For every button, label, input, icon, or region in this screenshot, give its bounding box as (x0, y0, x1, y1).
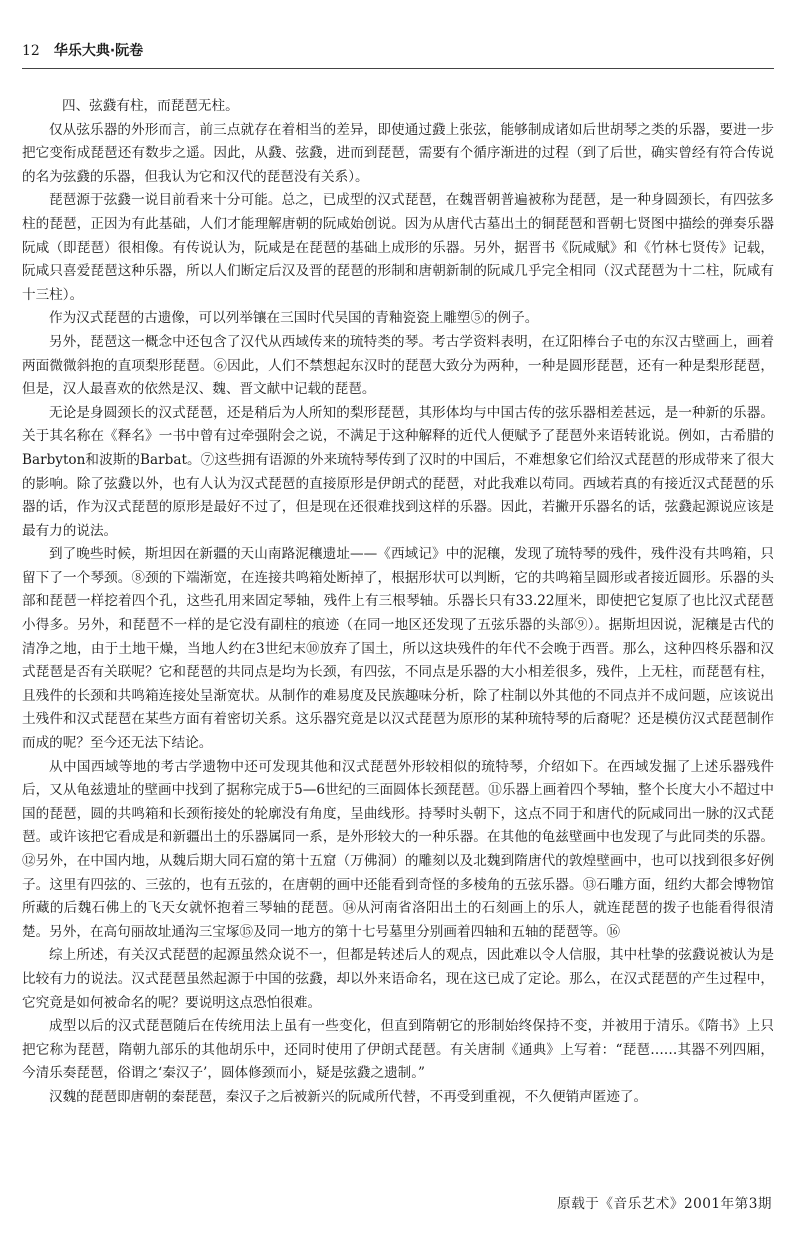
paragraph: 无论是身圆颈长的汉式琵琶，还是稍后为人所知的梨形琵琶，其形体均与中国古传的弦乐器相差甚远，是一种新的乐器。关于其名称在《释名》一书中曾有过牵强附会之说，不满足于这种解释的近代人便赋予了琵琶外来语转讹说。例如，古希腊的Barbyton和波斯的Barbat。⑦这些拥有语源的外来琉特琴传到了汉时的中国后，不难想象它们给汉式琵琶的形成带来了很大的影响。除了弦鼗以外，也有人认为汉式琵琶的直接原形是伊朗式的琵琶，对此我难以苟同。西域若真的有接近汉式琵琶的乐器的话，作为汉式琵琶的原形是最好不过了，但是现在还很难找到这样的乐器。因此，若撇开乐器名的话，弦鼗起源说应该是最有力的说法。 (22, 404, 774, 539)
header-rule (22, 68, 774, 69)
paragraph: 琵琶源于弦鼗一说目前看来十分可能。总之，已成型的汉式琵琶，在魏晋朝普遍被称为琵琶，是一种身圆颈长，有四弦多柱的琵琶，正因为有此基础，人们才能理解唐朝的阮咸始创说。因为从唐代古墓出土的铜琵琶和晋朝七贤图中描绘的弹奏乐器阮咸（即琵琶）很相像。有传说认为，阮咸是在琵琶的基础上成形的乐器。另外，据晋书《阮咸赋》和《竹林七贤传》记载，阮咸只喜爱琵琶这种乐器，所以人们断定后汉及晋的琵琶的形制和唐朝新制的阮咸几乎完全相同（汉式琵琶为十二柱，阮咸有十三柱）。 (22, 192, 774, 303)
page-number: 12 (22, 43, 40, 59)
paragraph: 到了晚些时候，斯坦因在新疆的天山南路泥穰遗址——《西域记》中的泥穰，发现了琉特琴的残件，残件没有共鸣箱，只留下了一个琴颈。⑧颈的下端渐宽，在连接共鸣箱处断掉了，根据形状可以判断，它的共鸣箱呈圆形或者接近圆形。乐器的头部和琵琶一样挖着四个孔，这些孔用来固定琴轴，残件上有三根琴轴。乐器长只有33.22厘米，即使把它复原了也比汉式琵琶小得多。另外，和琵琶不一样的是它没有副柱的痕迹（在同一地区还发现了五弦乐器的头部⑨）。据斯坦因说，泥穰是古代的清净之地，由于土地干燥，当地人约在3世纪末⑩放弃了国土，所以这块残件的年代不会晚于西晋。那么，这种四柊乐器和汉式琵琶是否有关联呢？它和琵琶的共同点是均为长颈，有四弦，不同点是乐器的大小相差很多，残件，上无柱，而琵琶有柱，且残件的长颈和共鸣箱连接处呈渐宽状。从制作的难易度及民族趣味分析，除了柱制以外其他的不同点并不成问题，应该说出土残件和汉式琵琶在某些方面有着密切关系。这乐器究竟是以汉式琵琶为原形的某种琉特琴的后裔呢？还是模仿汉式琵琶制作而成的呢？至今还无法下结论。 (22, 546, 774, 752)
article-body (22, 95, 774, 1110)
paragraph: 四、弦鼗有柱，而琵琶无柱。 (62, 98, 239, 114)
paragraph: 汉魏的琵琶即唐朝的秦琵琶，秦汉子之后被新兴的阮咸所代替，不再受到重视，不久便销声匿迹了。 (49, 1088, 648, 1105)
paragraph: 从中国西域等地的考古学遗物中还可发现其他和汉式琵琶外形较相似的琉特琴，介绍如下。在西域发掘了上述乐器残件后，又从龟兹遗址的壁画中找到了据称完成于5—6世纪的三面圆体长颈琵琶。⑪乐器上画着四个琴轴，整个长度大小不超过中国的琵琶，圆的共鸣箱和长颈衔接处的轮廓没有角度，呈曲线形。持琴时头朝下，这点不同于和唐代的阮咸同出一脉的汉式琵琶。或许该把它看成是和新疆出土的乐器属同一系，是外形较大的一种乐器。在其他的龟兹壁画中也发现了与此同类的乐器。⑫另外，在中国内地，从魏后期大同石窟的第十五窟（万佛洞）的雕刻以及北魏到隋唐代的敦煌壁画中，也可以找到很多好例子。这里有四弦的、三弦的，也有五弦的，在唐朝的画中还能看到奇怪的多棱角的五弦乐器。⑬石雕方面，纽约大都会博物馆所藏的后魏石佛上的飞天女就怀抱着三琴轴的琵琶。⑭从河南省洛阳出土的石刻画上的乐人，就连琵琶的拨子也能看得很清楚。另外，在高句丽故址通沟三宝塚⑮及同一地方的第十七号墓里分别画着四轴和五轴的琵琶等。⑯ (22, 758, 774, 940)
source-citation: 原载于《音乐艺术》2001年第3期 (557, 1196, 772, 1212)
paragraph: 另外，琵琶这一概念中还包含了汉代从西域传来的琉特类的琴。考古学资料表明，在辽阳棒台子屯的东汉古壁画上，画着两面微微斜抱的直项梨形琵琶。⑥因此，人们不禁想起东汉时的琵琶大致分为两种，一种是圆形琵琶，还有一种是梨形琵琶，但是，汉人最喜欢的依然是汉、魏、晋文献中记载的琵琶。 (22, 333, 774, 398)
paragraph: 仅从弦乐器的外形而言，前三点就存在着相当的差异，即使通过鼗上张弦，能够制成诸如后世胡琴之类的乐器，要进一步把它变衔成琵琶还有数步之遥。因此，从鼗、弦鼗，进而到琵琶，需要有个循序渐进的过程（到了后世，确实曾经有符合传说的名为弦鼗的乐器，但我认为它和汉代的琵琶没有关系）。 (22, 121, 774, 185)
paragraph: 综上所述，有关汉式琵琶的起源虽然众说不一，但都是转述后人的观点，因此难以令人信服，其中杜挚的弦鼗说被认为是比较有力的说法。汉式琵琶虽然起源于中国的弦鼗，却以外来语命名，现在这已成了定论。那么，在汉式琵琶的产生过程中，它究竟是如何被命名的呢？要说明这点恐怕很难。 (22, 947, 774, 1011)
book-title: 华乐大典·阮卷 (53, 43, 144, 59)
paragraph: 作为汉式琵琶的古遗像，可以列举镶在三国时代吴国的青釉瓷瓷上雕塑⑤的例子。 (49, 310, 539, 327)
running-header (22, 40, 767, 64)
paragraph: 成型以后的汉式琵琶随后在传统用法上虽有一些变化，但直到隋朝它的形制始终保持不变，并被用于清乐。《隋书》上只把它称为琵琶，隋朝九部乐的其他胡乐中，还同时使用了伊朗式琵琶。有关唐制《通典》上写着：“琵琶……其器不列四厢，今清乐奏琵琶，俗谓之‘秦汉子’，圆体修颈而小，疑是弦鼗之遗制。” (22, 1018, 774, 1082)
